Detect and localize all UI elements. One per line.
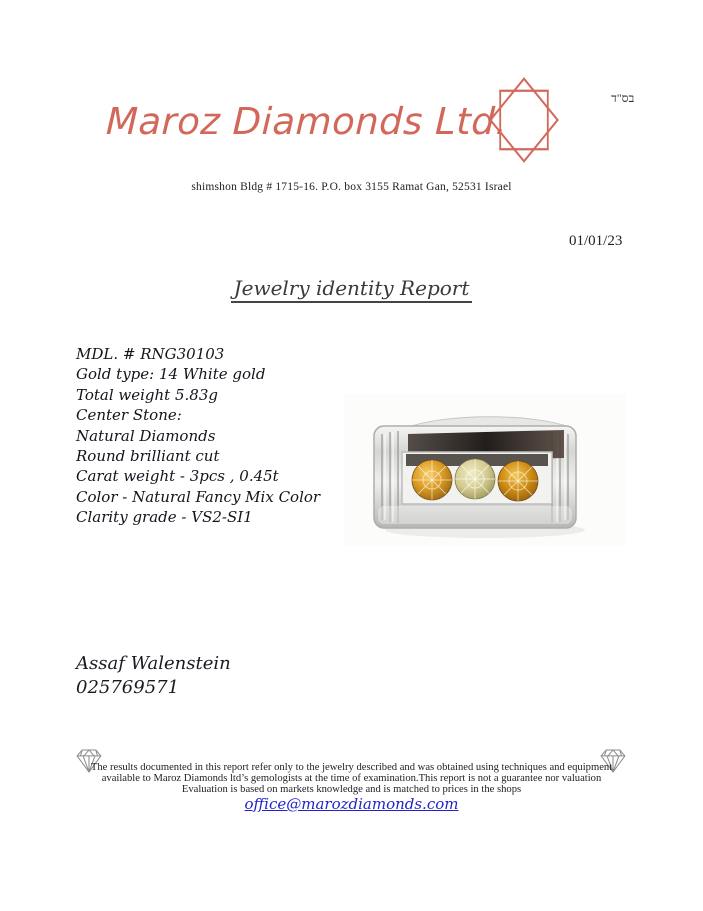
jewelry-details — [76, 344, 320, 528]
report-date: 01/01/23 — [569, 233, 623, 249]
detail-line-carat: Carat weight - 3pcs , 0.45t — [76, 467, 279, 486]
company-logo-text: Maroz Diamonds Ltd. — [105, 100, 509, 143]
disclaimer-line-2: available to Maroz Diamonds ltd’s gemologists at the time of examination.This report is not a guarantee nor valuation — [101, 773, 602, 785]
company-address: shimshon Bldg # 1715-16. P.O. box 3155 Ramat Gan, 52531 Israel — [191, 181, 512, 193]
detail-line-weight: Total weight 5.83g — [76, 385, 218, 404]
detail-line-clarity: Clarity grade - VS2-SI1 — [76, 508, 253, 527]
bsd-hebrew-text: בס"ד — [611, 91, 635, 105]
detail-line-natural: Natural Diamonds — [76, 426, 216, 445]
detail-line-color: Color - Natural Fancy Mix Color — [76, 487, 321, 506]
detail-line-mdl: MDL. # RNG30103 — [76, 345, 225, 363]
ring-stone-center — [455, 459, 495, 499]
detail-line-center: Center Stone: — [76, 406, 182, 425]
gemologist-id-number: 025769571 — [76, 677, 180, 698]
ring-photo — [344, 394, 626, 546]
disclaimer-line-1: The results documented in this report refer only to the jewelry described and was obtained using techniques and equipment — [90, 762, 613, 773]
footer-disclaimer — [60, 762, 643, 796]
ring-stone-left — [412, 460, 452, 500]
detail-line-cut: Round brilliant cut — [76, 447, 220, 466]
ring-stone-right — [498, 461, 538, 501]
email-link[interactable]: office@marozdiamonds.com — [244, 795, 459, 813]
disclaimer-line-3: Evaluation is based on markets knowledge and is matched to prices in the shops — [181, 784, 522, 796]
report-title: Jewelry identity Report — [0, 276, 703, 303]
gemologist-name: Assaf Walenstein — [76, 653, 231, 674]
detail-line-gold: Gold type: 14 White gold — [76, 365, 266, 384]
footer-email-row — [0, 795, 703, 814]
octagram-star-icon — [489, 77, 559, 163]
